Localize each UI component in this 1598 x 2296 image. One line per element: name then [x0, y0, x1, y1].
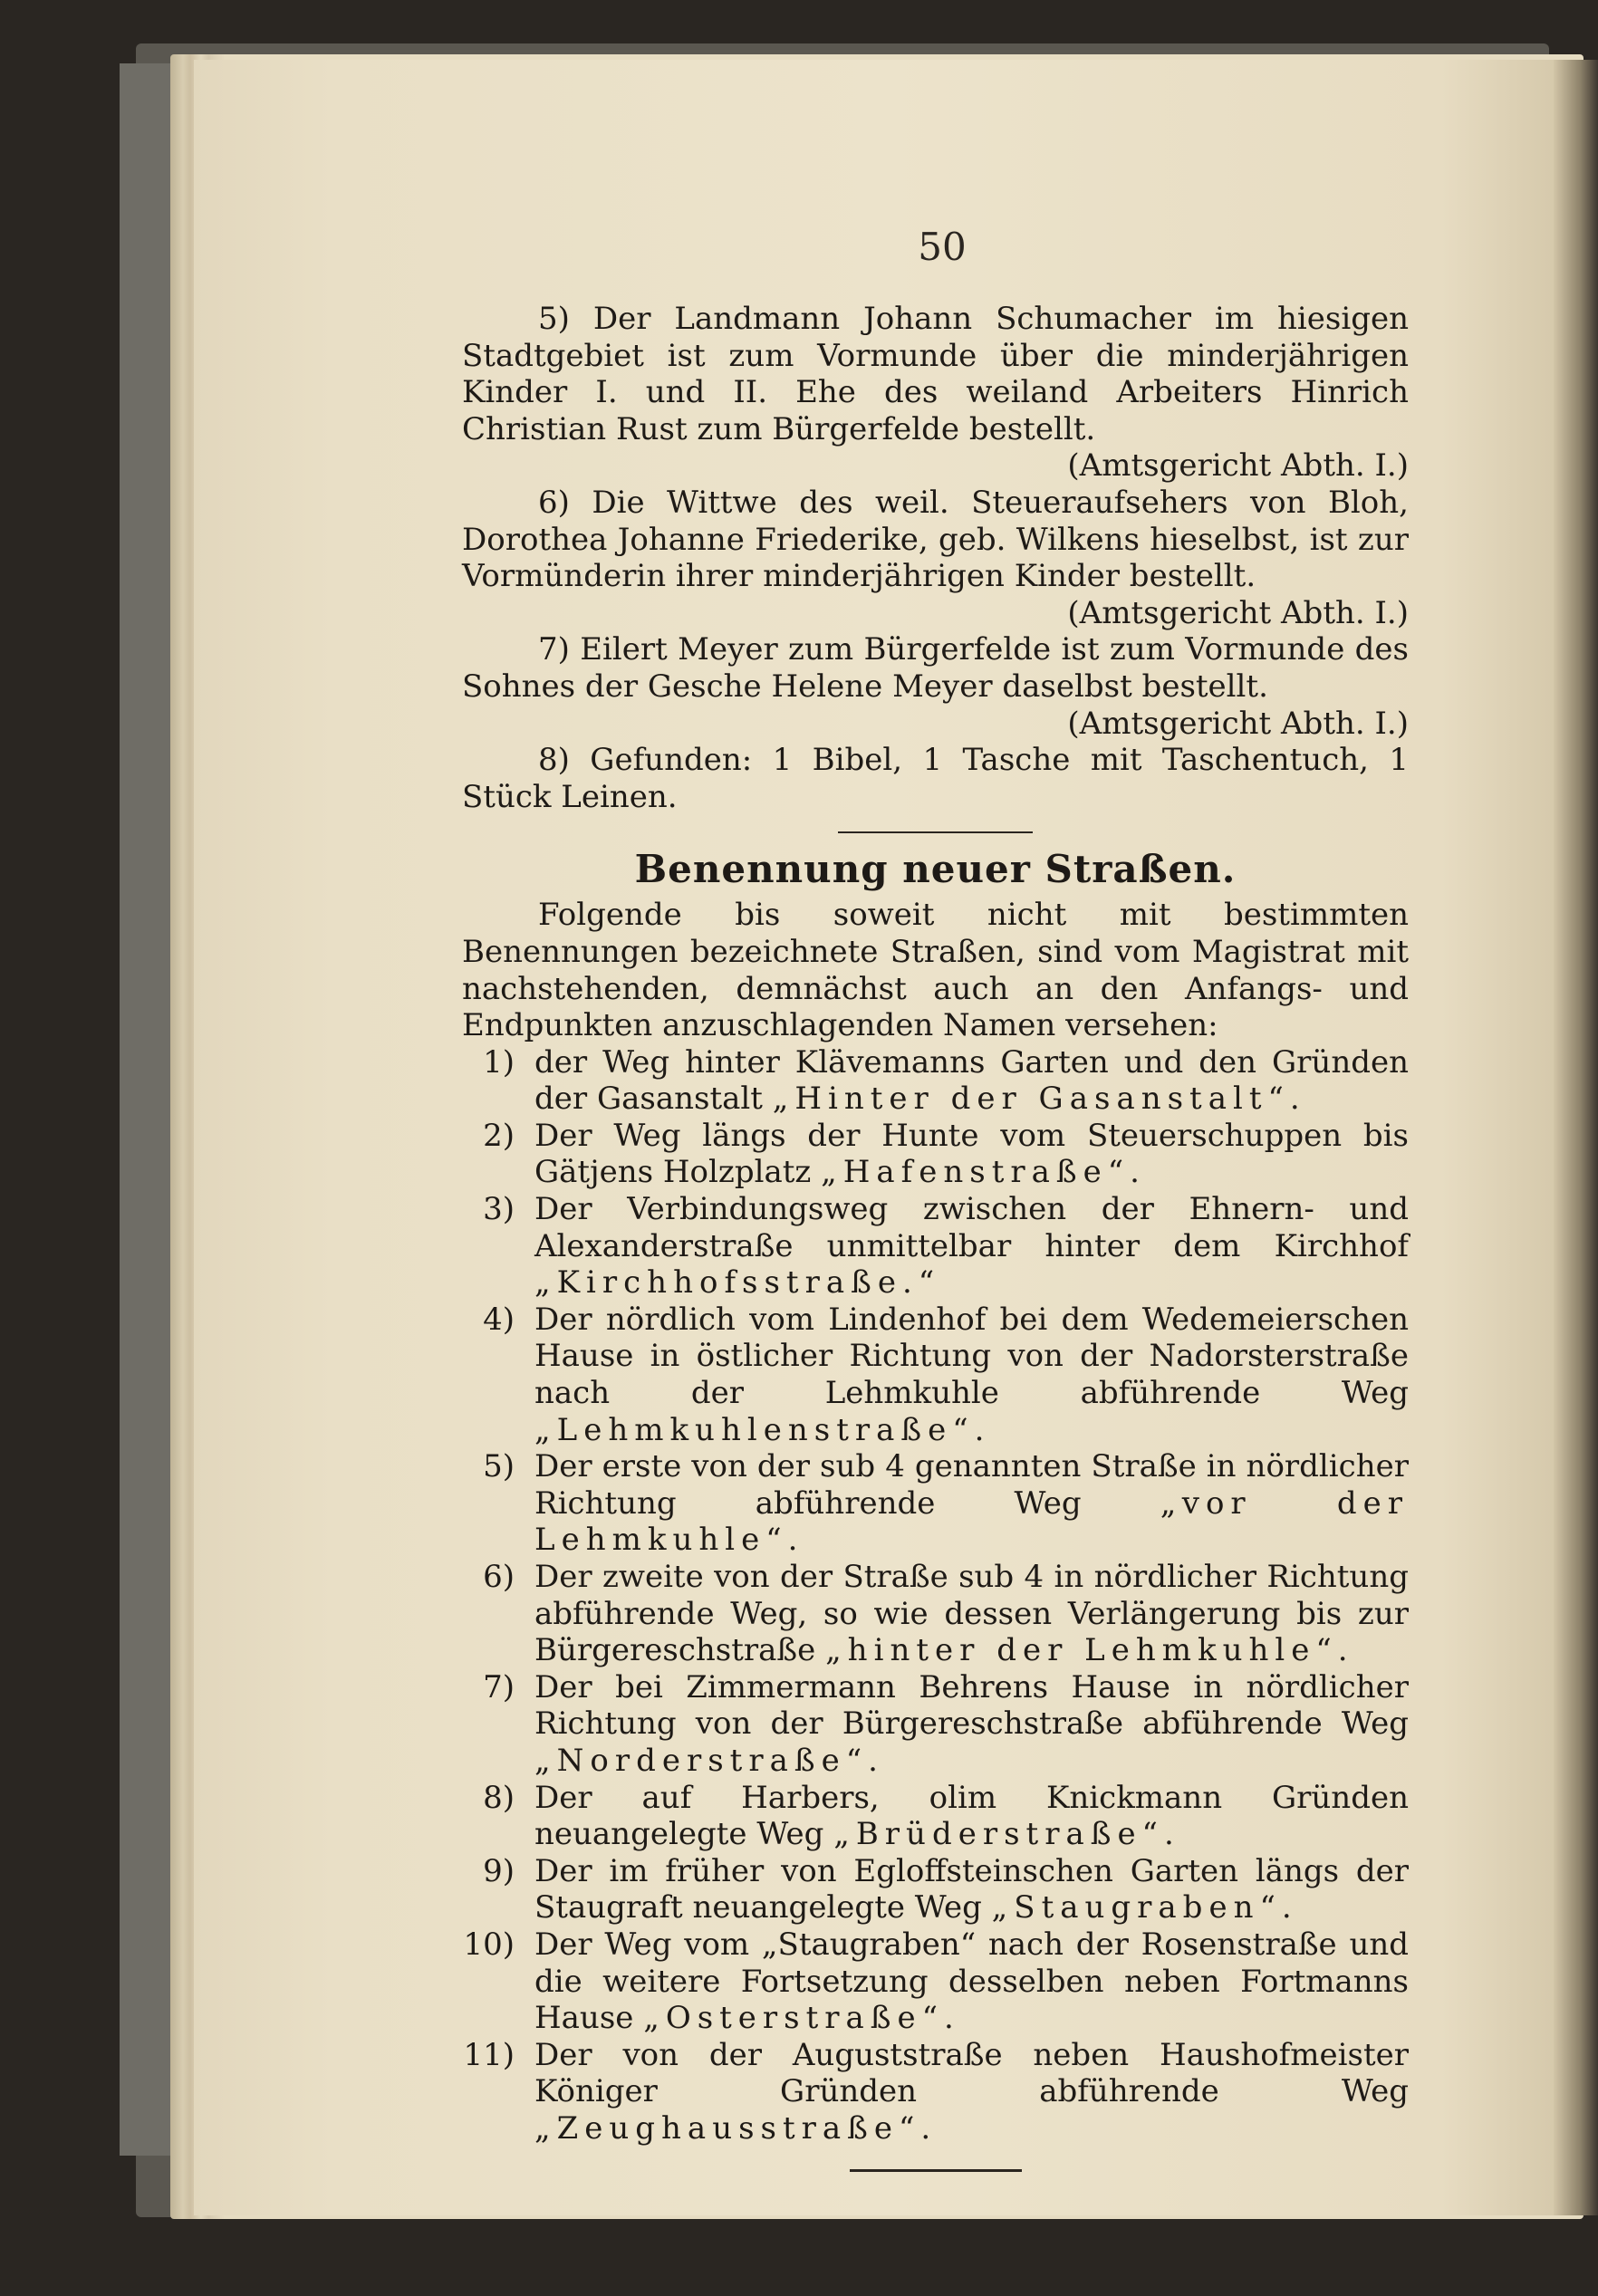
item-text: Der im früher von Egloffsteinschen Garten längs der Staugraft neuangelegte Weg [534, 1852, 1409, 1926]
item-text: Der Weg längs der Hunte vom Steuerschuppen bis Gätjens Holzplatz [534, 1117, 1409, 1191]
street-list-item [462, 1448, 1409, 1559]
street-name: „Zeughausstraße“. [534, 2109, 938, 2147]
street-list-item [462, 1118, 1409, 1191]
item-number: 8) [483, 1779, 515, 1816]
item-text: der Weg hinter Klävemanns Garten und den Gründen der Gasanstalt [534, 1043, 1409, 1118]
street-list-item [462, 1191, 1409, 1302]
page-text-block [462, 217, 1409, 2172]
street-name: „Norderstraße“. [534, 1742, 884, 1779]
notice-paragraph: 6) Die Wittwe des weil. Steueraufsehers von Bloh, Dorothea Johanne Friederike, geb. Wilkens hieselbst, ist zur Vormünderin ihrer minderjährigen Kinder bestellt. [462, 484, 1409, 595]
item-number: 9) [483, 1852, 515, 1889]
street-list-item [462, 1926, 1409, 2037]
closing-rule [850, 2169, 1022, 2172]
item-text: Der zweite von der Straße sub 4 in nördlicher Richtung abführende Weg, so wie dessen Verlängerung bis zur Bürgereschstraße [534, 1559, 1409, 1669]
item-number: 6) [483, 1559, 515, 1595]
item-number: 1) [483, 1043, 515, 1081]
street-name: „Brüderstraße“. [833, 1816, 1180, 1853]
item-number: 7) [483, 1668, 515, 1705]
notice-paragraph: 8) Gefunden: 1 Bibel, 1 Tasche mit Taschentuch, 1 Stück Leinen. [462, 742, 1409, 815]
street-name: „Hafenstraße“. [821, 1154, 1146, 1191]
street-name: „Lehmkuhlenstraße“. [534, 1411, 991, 1448]
item-number: 4) [483, 1301, 515, 1338]
street-list [462, 1044, 1409, 2147]
street-name: „Hinter der Gasanstalt“. [772, 1081, 1306, 1118]
street-name: „hinter der Lehmkuhle“. [825, 1632, 1354, 1669]
item-text: Der bei Zimmermann Behrens Hause in nördlicher Richtung von der Bürgereschstraße abführende Weg [534, 1668, 1409, 1743]
item-text: Der Verbindungsweg zwischen der Ehnern- und Alexanderstraße unmittelbar hinter dem Kirchhof [534, 1191, 1409, 1264]
notice-paragraph: 5) Der Landmann Johann Schumacher im hiesigen Stadtgebiet ist zum Vormunde über die minderjährigen Kinder I. und II. Ehe des weiland Arbeiters Hinrich Christian Rust zum Bürgerfelde bestellt. [462, 301, 1409, 447]
item-number: 3) [483, 1191, 515, 1228]
item-number: 10) [463, 1926, 515, 1963]
street-list-item [462, 1302, 1409, 1448]
notice-reference: (Amtsgericht Abth. I.) [1067, 705, 1409, 742]
item-number: 5) [483, 1448, 515, 1485]
page-number: 50 [918, 225, 967, 269]
street-name: „Osterstraße“. [643, 2000, 960, 2037]
street-list-item [462, 1780, 1409, 1853]
page-gutter-shadow [1554, 60, 1598, 2215]
item-number: 2) [483, 1117, 515, 1154]
notice-reference: (Amtsgericht Abth. I.) [1067, 594, 1409, 631]
item-text: Der erste von der sub 4 genannten Straße in nördlicher Richtung abführende Weg [534, 1448, 1409, 1522]
notice-paragraph: 7) Eilert Meyer zum Bürgerfelde ist zum Vormunde des Sohnes der Gesche Helene Meyer daselbst bestellt. [462, 631, 1409, 705]
street-name: „Staugraben“. [991, 1889, 1298, 1926]
street-list-item [462, 1853, 1409, 1926]
item-number: 11) [463, 2036, 515, 2073]
notice-reference: (Amtsgericht Abth. I.) [1067, 447, 1409, 485]
street-name: „Kirchhofsstraße.“ [534, 1264, 941, 1302]
section-heading: Benennung neuer Straßen. [634, 847, 1237, 892]
street-list-item [462, 1044, 1409, 1118]
street-list-item [462, 1559, 1409, 1669]
street-list-item [462, 2037, 1409, 2147]
item-text: Der von der Auguststraße neben Haushofmeister Königer Gründen abführende Weg [534, 2036, 1409, 2110]
street-name: „vor der Lehmkuhle“. [534, 1484, 1409, 1559]
item-text: Der auf Harbers, olim Knickmann Gründen neuangelegte Weg [534, 1779, 1409, 1853]
section-divider [838, 831, 1033, 833]
item-text: Der Weg vom „Staugraben“ nach der Rosenstraße und die weitere Fortsetzung desselben neben Fortmanns Hause [534, 1926, 1409, 2037]
item-text: Der nördlich vom Lindenhof bei dem Wedemeierschen Hause in östlicher Richtung von der Nadorsterstraße nach der Lehmkuhle abführende Weg [534, 1301, 1409, 1412]
street-list-item [462, 1669, 1409, 1780]
section-intro: Folgende bis soweit nicht mit bestimmten Benennungen bezeichnete Straßen, sind vom Magistrat mit nachstehenden, demnächst auch an den Anfangs- und Endpunkten anzuschlagenden Namen versehen: [462, 897, 1409, 1044]
